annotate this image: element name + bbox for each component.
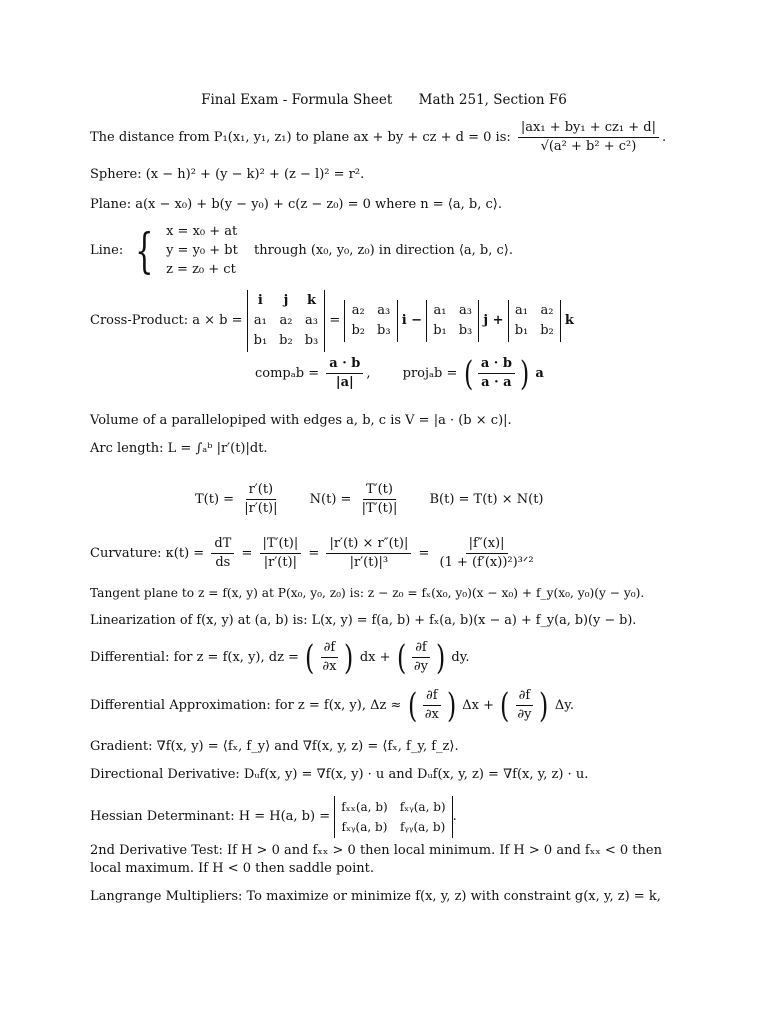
line-eq-x: x = x₀ + at <box>166 224 238 239</box>
matrix-cell: b₂ <box>540 323 554 338</box>
comp-denominator: |a| <box>335 375 354 390</box>
denominator: ∂y <box>517 707 532 722</box>
right-paren: ) <box>344 637 354 678</box>
comp-fraction <box>326 356 363 391</box>
tangent-plane-formula: Tangent plane to z = f(x, y) at P(x₀, y₀, z₀) is: z − z₀ = fₓ(x₀, y₀)(x − x₀) + f_y(x₀, y₀)(y − y₀). <box>90 586 645 600</box>
proj-vector: a <box>535 365 544 381</box>
line-eq-z: z = z₀ + ct <box>166 262 236 277</box>
k-term: k <box>564 313 574 328</box>
equals-sign: = <box>308 545 320 561</box>
dx-term: dx + <box>359 649 391 665</box>
line-system <box>166 222 238 279</box>
matrix-cell: a₁ <box>253 313 267 328</box>
dy-term: dy. <box>451 649 470 665</box>
matrix-cell: b₃ <box>458 323 473 338</box>
matrix-cell: a₂ <box>351 303 365 318</box>
left-paren: ( <box>463 353 473 394</box>
directional-derivative-formula: Directional Derivative: Dᵤf(x, y) = ∇f(x, y) · u and Dᵤf(x, y, z) = ∇f(x, y, z) · u. <box>90 767 589 782</box>
denominator: ∂x <box>322 659 337 674</box>
numerator: ∂f <box>412 640 430 658</box>
t-fraction <box>241 482 280 517</box>
partial-fx <box>319 640 339 675</box>
delta-x-term: Δx + <box>462 697 494 713</box>
matrix-cell: a₂ <box>279 313 293 328</box>
course-title: Math 251, Section F6 <box>418 92 567 108</box>
matrix-cell: fᵧᵧ(a, b) <box>399 820 446 834</box>
cross-matrix <box>247 290 326 352</box>
matrix-cell: i <box>257 293 263 308</box>
curvature-formula <box>90 536 540 571</box>
line-label: Line: <box>90 242 124 258</box>
hessian-period: . <box>452 809 457 824</box>
comp-numerator: a · b <box>326 356 363 374</box>
matrix-cell: a₁ <box>514 303 528 318</box>
partial-fy <box>411 640 431 675</box>
proj-label: projₐb = <box>402 365 458 381</box>
matrix-cell: b₁ <box>253 333 268 348</box>
matrix-cell: b₁ <box>433 323 447 338</box>
matrix-cell: a₃ <box>377 303 391 318</box>
curvature-frac-4 <box>437 536 537 571</box>
left-paren: ( <box>396 637 406 678</box>
cross-label: Cross-Product: a × b = <box>90 313 243 328</box>
t-denominator: |r′(t)| <box>244 501 278 516</box>
distance-formula <box>90 120 666 155</box>
left-paren: ( <box>407 685 417 726</box>
curvature-frac-1 <box>211 536 234 571</box>
curvature-label: Curvature: κ(t) = <box>90 545 205 561</box>
partial-fx <box>422 688 442 723</box>
proj-numerator: a · b <box>478 356 515 374</box>
numerator: |f″(x)| <box>466 536 508 554</box>
minor-det-i <box>344 300 397 342</box>
equals-sign: = <box>241 545 253 561</box>
distance-denominator: √(a² + b² + c²) <box>540 139 637 154</box>
n-fraction <box>359 482 401 517</box>
i-term: i − <box>401 313 423 328</box>
curvature-frac-3 <box>326 536 411 571</box>
comp-label: compₐb = <box>255 365 320 381</box>
numerator: ∂f <box>321 640 339 658</box>
left-brace: { <box>135 222 154 279</box>
n-numerator: T′(t) <box>363 482 396 500</box>
denominator: |r′(t)|³ <box>349 555 389 570</box>
proj-denominator: a · a <box>481 375 512 390</box>
right-paren: ) <box>435 637 446 678</box>
n-label: N(t) = <box>309 491 352 507</box>
sphere-formula: Sphere: (x − h)² + (y − k)² + (z − l)² = r². <box>90 167 365 182</box>
volume-formula: Volume of a parallelopiped with edges a, b, c is V = |a · (b × c)|. <box>90 413 512 428</box>
cross-product-formula <box>90 290 574 352</box>
matrix-cell: b₃ <box>304 333 319 348</box>
arc-length-formula: Arc length: L = ∫ₐᵇ |r′(t)|dt. <box>90 441 268 456</box>
b-formula: B(t) = T(t) × N(t) <box>429 491 544 507</box>
numerator: ∂f <box>423 688 441 706</box>
right-paren: ) <box>519 353 530 394</box>
matrix-cell: fₓᵧ(a, b) <box>341 820 388 834</box>
line-formula <box>90 222 513 279</box>
denominator: ∂y <box>413 659 428 674</box>
curvature-frac-2 <box>260 536 302 571</box>
distance-period: . <box>661 129 667 145</box>
matrix-cell: a₁ <box>433 303 447 318</box>
denominator: ∂x <box>424 707 439 722</box>
right-paren: ) <box>539 685 549 726</box>
denominator: |r′(t)| <box>263 555 298 570</box>
matrix-cell: b₂ <box>279 333 293 348</box>
matrix-cell: j <box>283 293 289 308</box>
line-eq-y: y = y₀ + bt <box>166 243 238 258</box>
matrix-cell: a₂ <box>540 303 554 318</box>
equals-sign: = <box>418 545 430 561</box>
gradient-formula: Gradient: ∇f(x, y) = ⟨fₓ, f_y⟩ and ∇f(x, y, z) = ⟨fₓ, f_y, f_z⟩. <box>90 739 459 754</box>
lagrange-multipliers: Langrange Multipliers: To maximize or minimize f(x, y, z) with constraint g(x, y, z) = k, <box>90 889 661 904</box>
delta-y-term: Δy. <box>554 697 575 713</box>
projection-formulas <box>255 353 544 394</box>
exam-title: Final Exam - Formula Sheet <box>201 92 393 108</box>
matrix-cell: b₃ <box>377 323 391 338</box>
distance-numerator: |ax₁ + by₁ + cz₁ + d| <box>518 120 659 138</box>
diffapprox-label: Differential Approximation: for z = f(x, y), Δz ≈ <box>90 697 402 713</box>
matrix-cell: a₃ <box>305 313 318 328</box>
minor-det-j <box>426 300 479 342</box>
t-label: T(t) = <box>195 491 235 507</box>
proj-fraction <box>478 356 515 391</box>
second-derivative-test: 2nd Derivative Test: If H > 0 and fₓₓ > 0 then local minimum. If H > 0 and fₓₓ < 0 then local maximum. If H < 0 then saddle point. <box>90 843 662 876</box>
right-paren: ) <box>446 685 457 726</box>
matrix-cell: b₂ <box>351 323 365 338</box>
linearization-formula: Linearization of f(x, y) at (a, b) is: L(x, y) = f(a, b) + fₓ(a, b)(x − a) + f_y(a, b)(y − b). <box>90 613 637 628</box>
matrix-cell: a₃ <box>459 303 472 318</box>
left-paren: ( <box>305 637 315 678</box>
comp-comma: , <box>366 365 371 381</box>
j-term: j + <box>483 313 504 328</box>
partial-fy <box>514 688 534 723</box>
numerator: dT <box>211 536 234 554</box>
plane-formula: Plane: a(x − x₀) + b(y − y₀) + c(z − z₀) = 0 where n = ⟨a, b, c⟩. <box>90 197 502 212</box>
denominator: ds <box>215 555 231 570</box>
hessian-formula <box>90 796 457 838</box>
tnb-formulas <box>195 482 544 517</box>
left-paren: ( <box>500 685 510 726</box>
differential-formula <box>90 637 470 678</box>
page-title <box>0 92 768 108</box>
differential-approximation <box>90 685 575 726</box>
line-direction: through (x₀, y₀, z₀) in direction ⟨a, b, c⟩. <box>253 242 513 258</box>
hessian-matrix <box>334 796 452 838</box>
matrix-cell: fₓᵧ(a, b) <box>399 800 446 814</box>
n-denominator: |T′(t)| <box>361 501 398 516</box>
numerator: |r′(t) × r″(t)| <box>326 536 411 554</box>
matrix-cell: fₓₓ(a, b) <box>341 800 388 814</box>
numerator: |T′(t)| <box>260 536 302 554</box>
matrix-cell: k <box>306 293 316 308</box>
differential-label: Differential: for z = f(x, y), dz = <box>90 649 299 665</box>
equals-sign: = <box>329 313 341 328</box>
distance-fraction <box>518 120 659 155</box>
distance-text: The distance from P₁(x₁, y₁, z₁) to plane ax + by + cz + d = 0 is: <box>90 129 511 145</box>
matrix-cell: b₁ <box>514 323 529 338</box>
numerator: ∂f <box>516 688 534 706</box>
t-numerator: r′(t) <box>246 482 277 500</box>
hessian-label: Hessian Determinant: H = H(a, b) = <box>90 809 331 824</box>
minor-det-k <box>508 300 561 342</box>
denominator: (1 + (f′(x))²)³ᐟ² <box>439 555 534 570</box>
